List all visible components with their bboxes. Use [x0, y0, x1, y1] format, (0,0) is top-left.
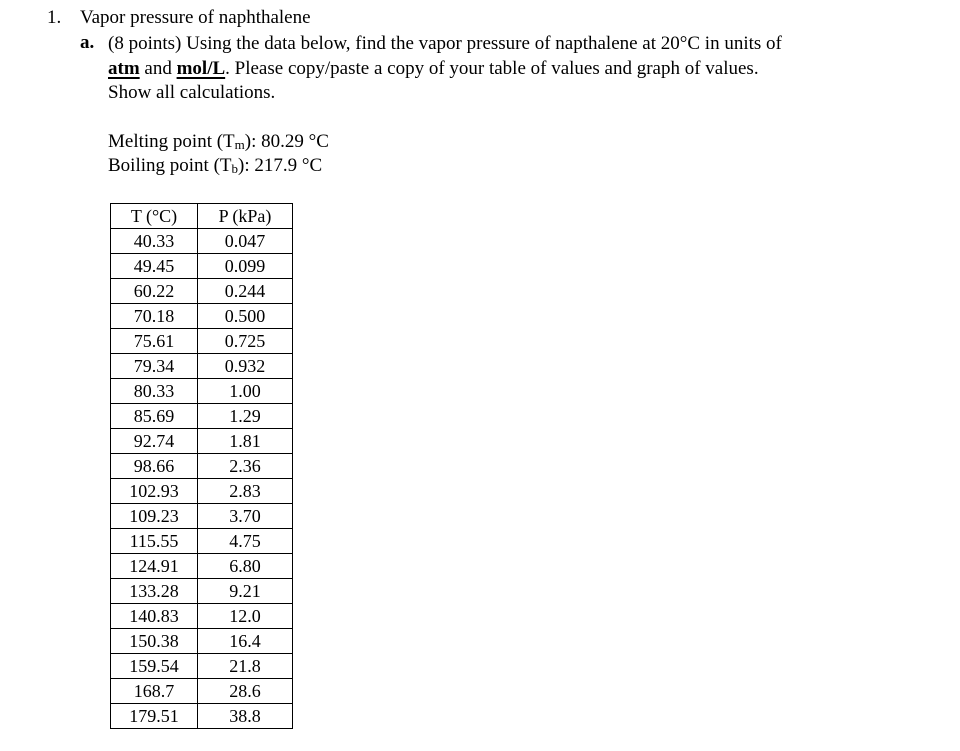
cell-temperature: 85.69 [111, 404, 198, 429]
cell-pressure: 21.8 [198, 654, 293, 679]
cell-pressure: 2.36 [198, 454, 293, 479]
header-temperature: T (°C) [111, 204, 198, 229]
table-row [111, 479, 293, 504]
table-row [111, 329, 293, 354]
cell-temperature: 109.23 [111, 504, 198, 529]
cell-temperature: 98.66 [111, 454, 198, 479]
cell-temperature: 150.38 [111, 629, 198, 654]
boiling-subscript: b [231, 161, 238, 176]
cell-pressure: 0.099 [198, 254, 293, 279]
cell-pressure: 0.500 [198, 304, 293, 329]
table-row [111, 529, 293, 554]
melting-label: Melting point (T [108, 131, 235, 152]
question-number: 1. [47, 7, 62, 28]
table-row [111, 454, 293, 479]
cell-pressure: 38.8 [198, 704, 293, 729]
table-body [111, 229, 293, 729]
table-header-row [111, 204, 293, 229]
cell-pressure: 2.83 [198, 479, 293, 504]
cell-pressure: 1.81 [198, 429, 293, 454]
cell-pressure: 16.4 [198, 629, 293, 654]
cell-pressure: 1.00 [198, 379, 293, 404]
question-title: Vapor pressure of naphthalene [80, 7, 311, 28]
boiling-value: ): 217.9 °C [238, 155, 323, 176]
cell-temperature: 80.33 [111, 379, 198, 404]
melting-point [108, 130, 329, 157]
part-a-line-2-rest: . Please copy/paste a copy of your table of values and graph of values. [225, 58, 759, 79]
table-row [111, 429, 293, 454]
part-a-label: a. [80, 32, 95, 53]
table-row [111, 654, 293, 679]
cell-temperature: 159.54 [111, 654, 198, 679]
cell-temperature: 115.55 [111, 529, 198, 554]
boiling-point [108, 154, 322, 181]
table-row [111, 379, 293, 404]
table-row [111, 629, 293, 654]
cell-pressure: 6.80 [198, 554, 293, 579]
cell-temperature: 124.91 [111, 554, 198, 579]
cell-temperature: 40.33 [111, 229, 198, 254]
table-row [111, 504, 293, 529]
cell-pressure: 0.244 [198, 279, 293, 304]
cell-pressure: 3.70 [198, 504, 293, 529]
part-a-line-1: (8 points) Using the data below, find the vapor pressure of napthalene at 20°C in units of [108, 33, 782, 54]
unit-atm: atm [108, 58, 140, 79]
and-text: and [139, 58, 177, 79]
cell-temperature: 60.22 [111, 279, 198, 304]
cell-temperature: 102.93 [111, 479, 198, 504]
table-row [111, 354, 293, 379]
table-row [111, 304, 293, 329]
cell-temperature: 179.51 [111, 704, 198, 729]
cell-temperature: 140.83 [111, 604, 198, 629]
table-row [111, 229, 293, 254]
table-row [111, 254, 293, 279]
cell-pressure: 12.0 [198, 604, 293, 629]
table-row [111, 579, 293, 604]
melting-value: ): 80.29 °C [244, 131, 329, 152]
cell-pressure: 0.047 [198, 229, 293, 254]
part-a-line-2 [108, 57, 759, 81]
cell-pressure: 1.29 [198, 404, 293, 429]
cell-temperature: 133.28 [111, 579, 198, 604]
table-row [111, 679, 293, 704]
part-a-line-3: Show all calculations. [108, 82, 276, 103]
cell-pressure: 9.21 [198, 579, 293, 604]
cell-pressure: 28.6 [198, 679, 293, 704]
header-pressure: P (kPa) [198, 204, 293, 229]
table-row [111, 279, 293, 304]
cell-temperature: 49.45 [111, 254, 198, 279]
cell-temperature: 75.61 [111, 329, 198, 354]
table-row [111, 404, 293, 429]
cell-pressure: 0.725 [198, 329, 293, 354]
unit-mol-per-liter: mol/L [176, 58, 226, 79]
table-row [111, 704, 293, 729]
table-row [111, 604, 293, 629]
cell-temperature: 92.74 [111, 429, 198, 454]
vapor-pressure-table [110, 203, 293, 729]
table-row [111, 554, 293, 579]
cell-temperature: 168.7 [111, 679, 198, 704]
cell-temperature: 79.34 [111, 354, 198, 379]
boiling-label: Boiling point (T [108, 155, 232, 176]
cell-temperature: 70.18 [111, 304, 198, 329]
cell-pressure: 4.75 [198, 529, 293, 554]
cell-pressure: 0.932 [198, 354, 293, 379]
melting-subscript: m [234, 137, 245, 152]
